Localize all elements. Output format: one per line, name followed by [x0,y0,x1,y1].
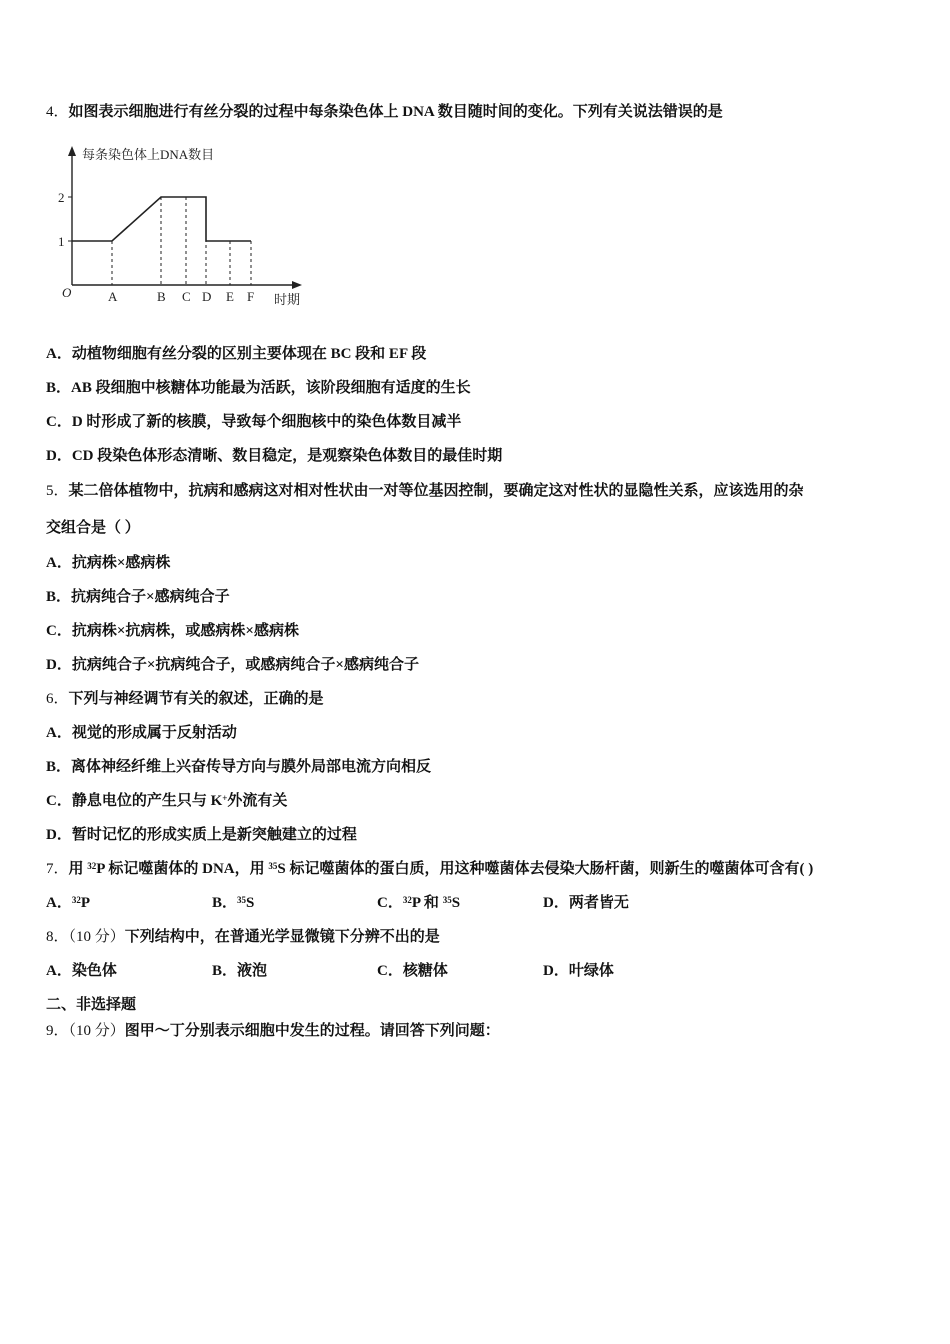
option-text: 抗病纯合子×感病纯合子 [71,589,230,605]
option-text: 叶绿体 [568,963,614,979]
option-label: A． [46,725,72,741]
option-label: A． [46,346,72,362]
option-label: C． [46,793,72,809]
q8-score: （10 分） [68,929,125,945]
q4-stem [46,102,723,122]
option-text: S [451,895,461,911]
option-label: C． [377,963,403,979]
q5-option-b [46,587,230,607]
section-title: 二、非选择题 [46,997,137,1013]
q4-option-d [46,446,502,466]
option-text: CD 段染色体形态清晰、数目稳定，是观察染色体数目的最佳时期 [71,448,503,464]
option-label: A． [46,555,72,571]
q6-option-d [46,825,357,845]
option-text: 静息电位的产生只与 K [71,793,223,809]
origin-label: O [62,285,72,300]
x-tick-label: F [247,289,255,304]
option-label: C． [46,414,72,430]
q7-number: 7． [46,861,69,877]
q9-stem [46,1021,500,1041]
option-text: 抗病株×抗病株，或感病株×感病株 [71,623,299,639]
q9-score: （10 分） [68,1023,125,1039]
q8-stem [46,927,440,947]
q7-stem [46,859,813,879]
q7-stem-text: 用 [68,861,88,877]
option-text: 液泡 [237,963,268,979]
option-label: D． [46,827,72,843]
option-label: B． [46,759,72,775]
q5-number: 5． [46,483,69,499]
y-tick-label: 2 [58,190,65,205]
superscript: 35 [442,895,452,905]
option-label: C． [377,895,403,911]
q4-stem-text: 如图表示细胞进行有丝分裂的过程中每条染色体上 DNA 数目随时间的变化。下列有关说法错误的是 [68,104,723,120]
x-tick-label: B [157,289,166,304]
option-text: P 和 [411,895,443,911]
superscript: 32 [402,895,412,905]
q6-option-b [46,757,431,777]
q4-option-c [46,412,461,432]
x-tick-label: A [108,289,118,304]
option-text: D 时形成了新的核膜，导致每个细胞核中的染色体数目减半 [71,414,462,430]
option-label: B． [212,895,238,911]
option-label: D． [543,963,569,979]
q8-option-d [543,961,614,981]
q6-option-c [46,791,287,811]
x-tick-label: C [182,289,191,304]
q5-stem [46,481,804,501]
option-label: A． [46,963,72,979]
x-tick-label: D [202,289,212,304]
x-axis-arrow [292,281,302,289]
superscript: 32 [87,861,97,871]
option-text: P [80,895,91,911]
q5-stem-line1: 某二倍体植物中，抗病和感病这对相对性状由一对等位基因控制，要确定这对性状的显隐性关系，应该选用的杂 [68,483,804,499]
option-text: 外流有关 [227,793,288,809]
q8-option-a [46,961,117,981]
q7-option-a [46,893,90,913]
q4-option-b [46,378,471,398]
superscript: 35 [237,895,247,905]
option-text: 抗病纯合子×抗病纯合子，或感病纯合子×感病纯合子 [71,657,419,673]
option-label: C． [46,623,72,639]
option-label: D． [543,895,569,911]
option-text: S [246,895,255,911]
q8-number: 8． [46,929,69,945]
q6-stem [46,689,324,709]
q6-option-a [46,723,237,743]
superscript: + [222,793,228,803]
q9-number: 9． [46,1023,69,1039]
option-text: 动植物细胞有丝分裂的区别主要体现在 BC 段和 EF 段 [71,346,427,362]
option-text: 视觉的形成属于反射活动 [71,725,237,741]
x-tick-label: E [226,289,234,304]
y-axis-label: 每条染色体上DNA数目 [82,147,215,162]
q6-stem-text: 下列与神经调节有关的叙述，正确的是 [68,691,324,707]
q6-number: 6． [46,691,69,707]
q7-option-c [377,893,460,913]
q9-stem-text: 图甲～丁分别表示细胞中发生的过程。请回答下列问题： [124,1023,500,1039]
y-axis-arrow [68,146,76,156]
x-axis-label: 时期 [274,292,301,307]
q5-option-d [46,655,419,675]
q4-number: 4． [46,104,69,120]
option-text: 染色体 [71,963,117,979]
option-text: 抗病株×感病株 [71,555,171,571]
option-text: 离体神经纤维上兴奋传导方向与膜外局部电流方向相反 [71,759,432,775]
option-label: B． [212,963,238,979]
q4-option-a [46,344,426,364]
option-text: AB 段细胞中核糖体功能最为活跃，该阶段细胞有适度的生长 [71,380,471,396]
q7-option-d [543,893,629,913]
option-label: D． [46,657,72,673]
q5-option-c [46,621,299,641]
superscript: 35 [268,861,278,871]
q7-option-b [212,893,254,913]
q5-option-a [46,553,170,573]
option-label: B． [46,589,72,605]
q8-stem-text: 下列结构中，在普通光学显微镜下分辨不出的是 [124,929,440,945]
option-text: 暂时记忆的形成实质上是新突触建立的过程 [71,827,357,843]
option-label: A． [46,895,72,911]
dna-chart [56,140,316,315]
option-text: 核糖体 [402,963,448,979]
q7-stem-text: P 标记噬菌体的 DNA，用 [96,861,269,877]
q8-option-c [377,961,448,981]
q5-stem-line2: 交组合是（ ） [46,520,140,536]
option-label: D． [46,448,72,464]
superscript: 32 [71,895,81,905]
y-tick-label: 1 [58,234,65,249]
option-text: 两者皆无 [568,895,629,911]
q7-stem-text: S 标记噬菌体的蛋白质，用这种噬菌体去侵染大肠杆菌，则新生的噬菌体可含有( ) [277,861,814,877]
option-label: B． [46,380,72,396]
q8-option-b [212,961,267,981]
